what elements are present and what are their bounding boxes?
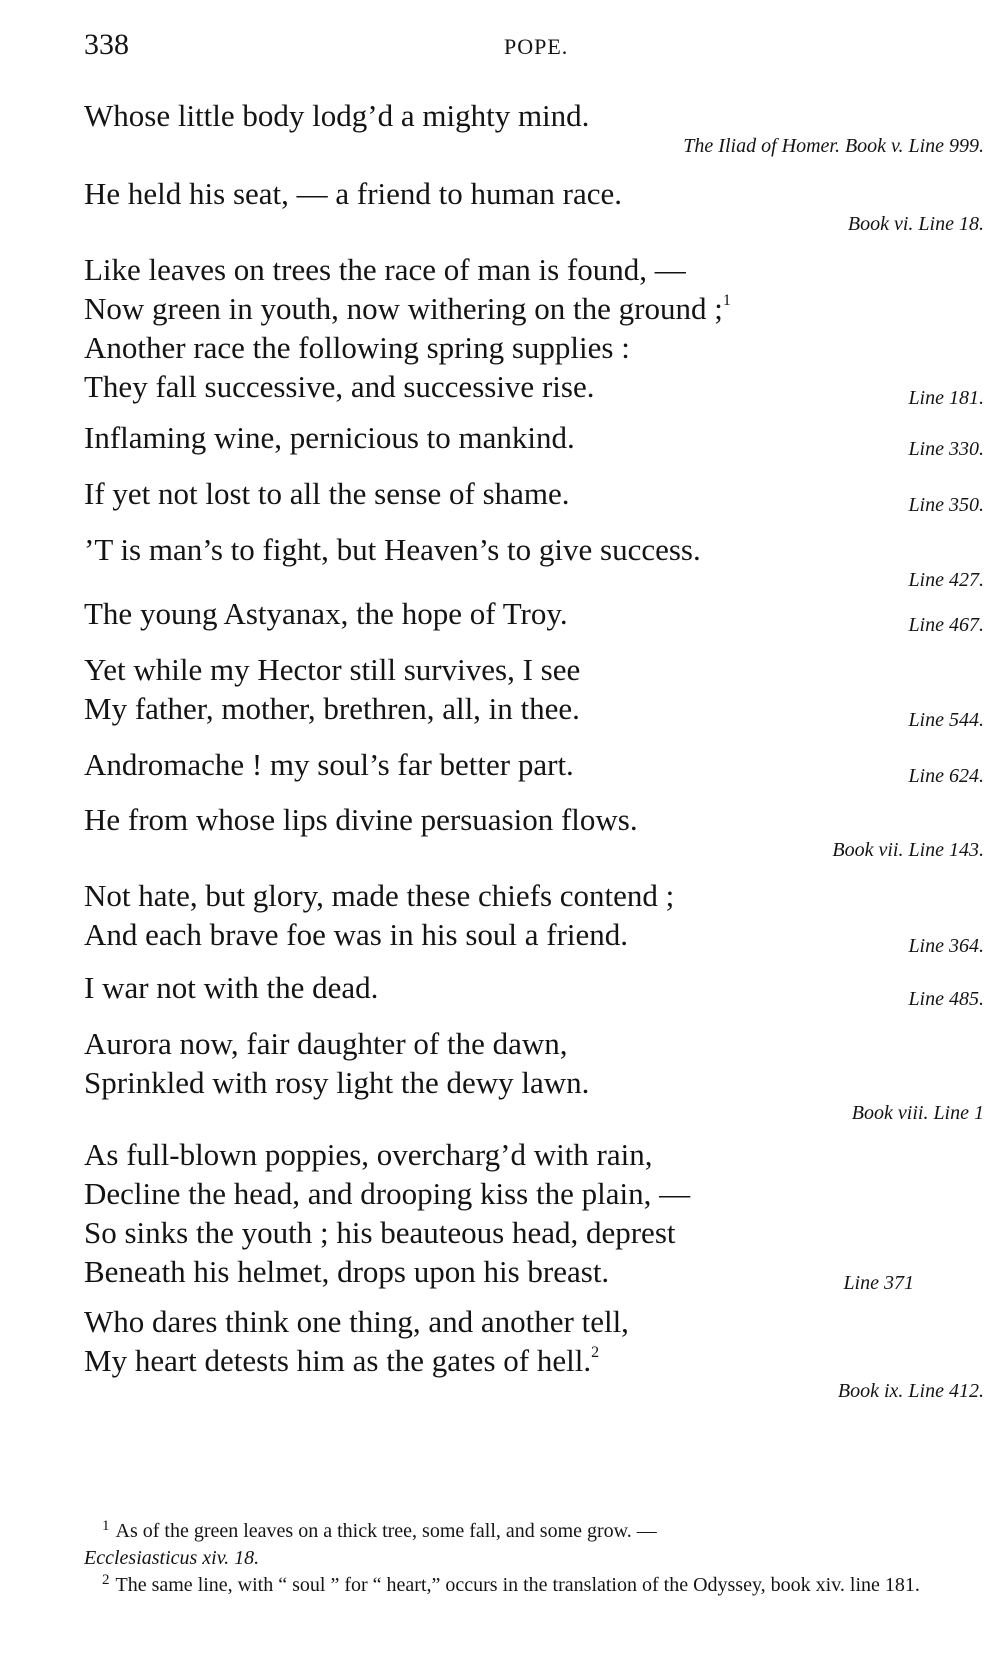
quote-block xyxy=(84,174,984,235)
quote-block xyxy=(84,96,984,157)
page-header xyxy=(84,28,984,68)
citation: Book vi. Line 18. xyxy=(847,213,984,235)
verse-line: Like leaves on trees the race of man is found, — xyxy=(84,252,686,287)
footnote xyxy=(84,1518,984,1572)
verse-line: The young Astyanax, the hope of Troy. Line 467. xyxy=(84,594,984,633)
verse-line: Decline the head, and drooping kiss the plain, — xyxy=(84,1176,691,1211)
citation: Book ix. Line 412. xyxy=(837,1380,984,1402)
footnote-mark: 1 xyxy=(102,1518,110,1534)
quote-block xyxy=(84,1135,984,1294)
verse-line: They fall successive, and successive rise. Line 181. xyxy=(84,367,984,406)
footnote-source: Ecclesiasticus xiv. 18. xyxy=(84,1547,260,1569)
verse-line: Now green in youth, now withering on the ground ;$^1$ xyxy=(84,291,731,326)
verse-line: Not hate, but glory, made these chiefs contend ; xyxy=(84,878,675,913)
citation: Line 181. xyxy=(908,387,984,409)
citation: Line 371 xyxy=(843,1272,914,1294)
quote-block xyxy=(84,876,984,957)
quote-block xyxy=(84,530,984,591)
footnote-mark: 2 xyxy=(102,1572,110,1588)
quote-block xyxy=(84,745,984,787)
citation: Book vii. Line 143. xyxy=(832,839,984,861)
verse-line: Sprinkled with rosy light the dewy lawn. xyxy=(84,1065,590,1100)
verse-line: Another race the following spring supplies : xyxy=(84,330,630,365)
verse-line: ’T is man’s to fight, but Heaven’s to give success. xyxy=(84,532,701,567)
citation: The Iliad of Homer. Book v. Line 999. xyxy=(683,135,984,157)
quote-block xyxy=(84,250,984,409)
page-number: 338 xyxy=(84,28,129,61)
quote-block xyxy=(84,650,984,731)
citation: Line 624. xyxy=(908,765,984,787)
citation: Line 364. xyxy=(908,935,984,957)
verse-line: Who dares think one thing, and another tell, xyxy=(84,1304,629,1339)
quote-block xyxy=(84,418,984,460)
citation: Book viii. Line 1 xyxy=(851,1102,984,1124)
verse-line: So sinks the youth ; his beauteous head, deprest xyxy=(84,1215,676,1250)
quote-block xyxy=(84,800,984,861)
footnote-ref: 2 xyxy=(591,1344,600,1361)
verse-line: If yet not lost to all the sense of shame. Line 350. xyxy=(84,474,984,513)
verse-line: And each brave foe was in his soul a friend. Line 364. xyxy=(84,915,984,954)
quote-block xyxy=(84,968,984,1010)
footnote xyxy=(84,1572,984,1599)
footnote-ref: 1 xyxy=(722,292,731,309)
citation: Line 544. xyxy=(908,709,984,731)
verse-line: Beneath his helmet, drops upon his breast. Line 371 xyxy=(84,1252,984,1291)
citation: Line 467. xyxy=(908,614,984,636)
quote-block xyxy=(84,1024,984,1124)
verse-line: Whose little body lodg’d a mighty mind. xyxy=(84,98,590,133)
quote-block xyxy=(84,474,984,516)
citation: Line 350. xyxy=(908,494,984,516)
footnotes xyxy=(84,1518,984,1599)
verse-line: He held his seat, — a friend to human race. xyxy=(84,176,623,211)
verse-line: My father, mother, brethren, all, in thee. Line 544. xyxy=(84,689,984,728)
footnote-text: The same line, with “ soul ” for “ heart,” occurs in the translation of the Odyssey, book xiv. line 181. xyxy=(115,1574,920,1596)
citation: Line 485. xyxy=(908,988,984,1010)
verse-line: As full-blown poppies, overcharg’d with rain, xyxy=(84,1137,653,1172)
footnote-text: As of the green leaves on a thick tree, some fall, and some grow. — xyxy=(115,1520,657,1542)
verse-line: Aurora now, fair daughter of the dawn, xyxy=(84,1026,568,1061)
verse-line: I war not with the dead. Line 485. xyxy=(84,968,984,1007)
verse-line: My heart detests him as the gates of hell.$^2$ xyxy=(84,1343,600,1378)
quote-block xyxy=(84,594,984,636)
citation: Line 330. xyxy=(908,438,984,460)
verse-line: He from whose lips divine persuasion flows. xyxy=(84,802,638,837)
verse-line: Andromache ! my soul’s far better part. Line 624. xyxy=(84,745,984,784)
quote-block xyxy=(84,1302,984,1402)
citation: Line 427. xyxy=(908,569,984,591)
verse-line: Yet while my Hector still survives, I see xyxy=(84,652,581,687)
verse-line: Inflaming wine, pernicious to mankind. Line 330. xyxy=(84,418,984,457)
running-head: POPE. xyxy=(504,34,569,59)
